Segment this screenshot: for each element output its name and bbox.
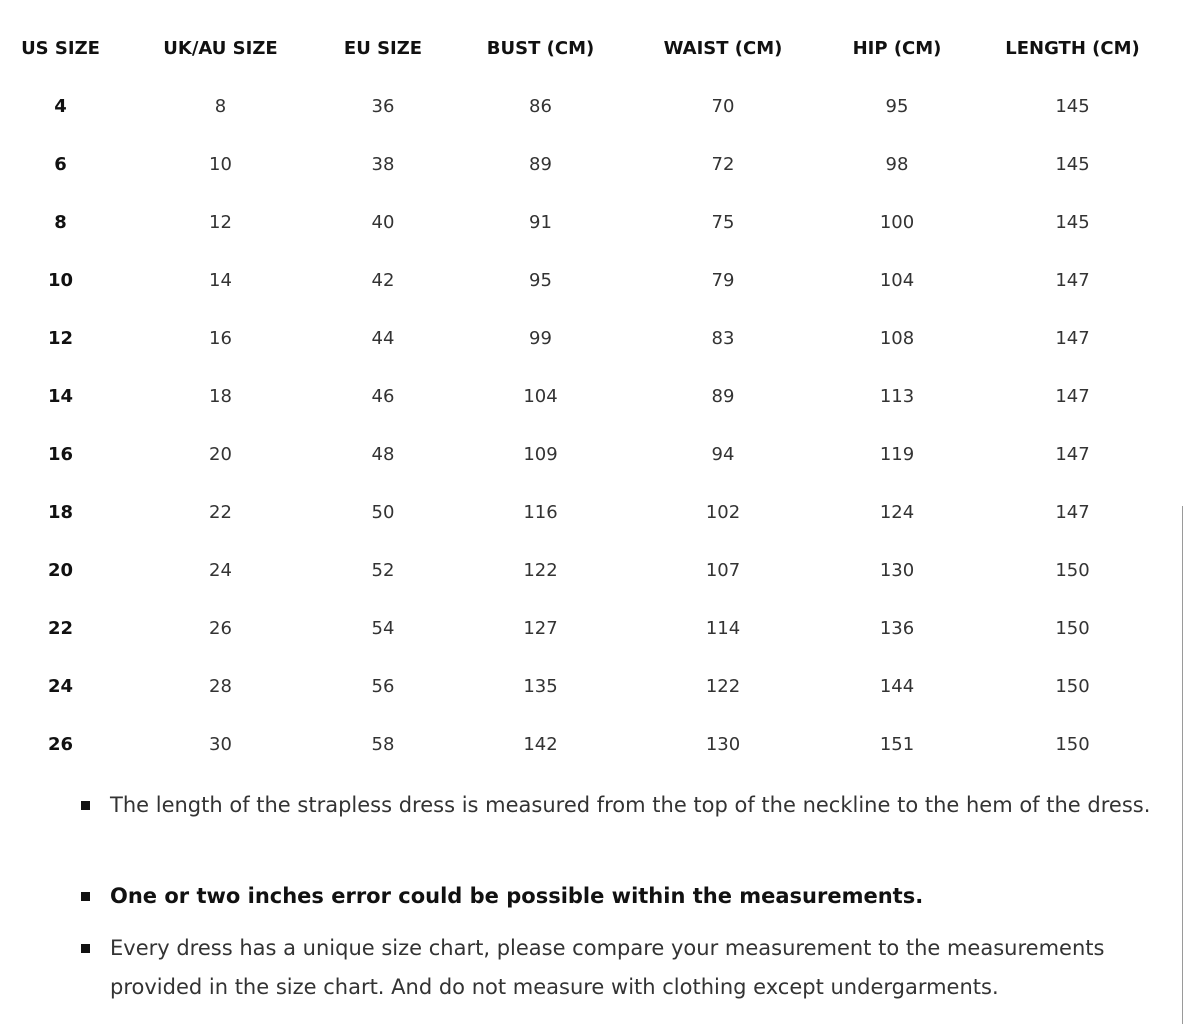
cell-bust: 86 — [529, 95, 552, 117]
header-hip: HIP (CM) — [852, 37, 942, 59]
cell-uk-au-size: 20 — [209, 443, 232, 465]
cell-us-size: 20 — [47, 559, 74, 581]
cell-length: 147 — [1055, 327, 1090, 349]
table-row — [0, 425, 1162, 483]
header-us-size: US SIZE — [21, 37, 100, 59]
cell-hip: 100 — [879, 211, 915, 233]
cell-hip: 104 — [879, 269, 915, 291]
size-notes-list — [78, 786, 1168, 1007]
table-row — [0, 193, 1162, 251]
cell-waist: 79 — [711, 269, 735, 291]
note-text: The length of the strapless dress is measured from the top of the neckline to the hem of the dress. — [110, 793, 1151, 817]
cell-bust: 135 — [523, 675, 558, 697]
cell-length: 147 — [1055, 269, 1090, 291]
cell-waist: 83 — [711, 327, 735, 349]
cell-bust: 91 — [529, 211, 552, 233]
bullet-square-icon — [81, 944, 90, 953]
cell-waist: 89 — [711, 385, 735, 407]
cell-hip: 95 — [885, 95, 909, 117]
cell-waist: 130 — [705, 733, 741, 755]
table-row — [0, 135, 1162, 193]
table-row — [0, 251, 1162, 309]
cell-waist: 107 — [705, 559, 741, 581]
cell-hip: 98 — [885, 153, 909, 175]
cell-eu-size: 36 — [371, 95, 395, 117]
note-length-measurement — [78, 786, 1168, 825]
cell-uk-au-size: 22 — [209, 501, 232, 523]
cell-uk-au-size: 18 — [209, 385, 232, 407]
table-row — [0, 599, 1162, 657]
cell-length: 145 — [1055, 95, 1090, 117]
cell-uk-au-size: 30 — [209, 733, 232, 755]
cell-length: 150 — [1055, 559, 1090, 581]
cell-bust: 127 — [523, 617, 558, 639]
cell-uk-au-size: 26 — [209, 617, 232, 639]
cell-uk-au-size: 14 — [209, 269, 232, 291]
cell-uk-au-size: 8 — [214, 95, 227, 117]
cell-uk-au-size: 28 — [209, 675, 232, 697]
size-chart-table — [0, 19, 1162, 773]
cell-eu-size: 50 — [371, 501, 395, 523]
header-uk-au-size: UK/AU SIZE — [163, 37, 278, 59]
note-unique-size-chart — [78, 929, 1168, 1007]
cell-hip: 108 — [879, 327, 915, 349]
cell-eu-size: 48 — [371, 443, 395, 465]
cell-eu-size: 54 — [371, 617, 395, 639]
cell-us-size: 12 — [47, 327, 74, 349]
cell-us-size: 8 — [54, 211, 67, 233]
cell-length: 145 — [1055, 211, 1090, 233]
cell-length: 150 — [1055, 675, 1090, 697]
cell-length: 145 — [1055, 153, 1090, 175]
cell-hip: 136 — [879, 617, 915, 639]
cell-waist: 122 — [705, 675, 741, 697]
header-waist: WAIST (CM) — [663, 37, 783, 59]
cell-bust: 142 — [523, 733, 558, 755]
cell-waist: 94 — [711, 443, 735, 465]
cell-us-size: 22 — [47, 617, 74, 639]
table-header-row — [0, 19, 1162, 77]
cell-hip: 119 — [879, 443, 915, 465]
table-row — [0, 77, 1162, 135]
cell-length: 147 — [1055, 443, 1090, 465]
cell-waist: 75 — [711, 211, 735, 233]
cell-bust: 99 — [529, 327, 552, 349]
cell-waist: 114 — [705, 617, 741, 639]
cell-bust: 89 — [529, 153, 552, 175]
header-bust: BUST (CM) — [486, 37, 595, 59]
cell-us-size: 10 — [47, 269, 74, 291]
table-row — [0, 367, 1162, 425]
cell-waist: 72 — [711, 153, 735, 175]
cell-us-size: 4 — [54, 95, 67, 117]
table-body — [0, 77, 1162, 773]
cell-hip: 151 — [879, 733, 915, 755]
header-eu-size: EU SIZE — [343, 37, 423, 59]
cell-eu-size: 40 — [371, 211, 395, 233]
cell-eu-size: 58 — [371, 733, 395, 755]
cell-bust: 122 — [523, 559, 558, 581]
cell-length: 150 — [1055, 617, 1090, 639]
bullet-square-icon — [81, 801, 90, 810]
table-row — [0, 541, 1162, 599]
cell-eu-size: 56 — [371, 675, 395, 697]
cell-hip: 124 — [879, 501, 915, 523]
cell-bust: 95 — [529, 269, 552, 291]
cell-us-size: 26 — [47, 733, 74, 755]
cell-waist: 70 — [711, 95, 735, 117]
cell-us-size: 24 — [47, 675, 74, 697]
header-length: LENGTH (CM) — [1005, 37, 1140, 59]
cell-length: 147 — [1055, 501, 1090, 523]
cell-us-size: 16 — [47, 443, 74, 465]
table-row — [0, 483, 1162, 541]
cell-us-size: 18 — [47, 501, 74, 523]
cell-hip: 113 — [879, 385, 915, 407]
cell-eu-size: 42 — [371, 269, 395, 291]
cell-eu-size: 38 — [371, 153, 395, 175]
cell-bust: 104 — [523, 385, 558, 407]
note-text: One or two inches error could be possible within the measurements. — [110, 884, 924, 908]
table-row — [0, 309, 1162, 367]
note-text: Every dress has a unique size chart, please compare your measurement to the measurements provided in the size chart. And do not measure with clothing except undergarments. — [110, 936, 1105, 999]
cell-hip: 130 — [879, 559, 915, 581]
note-error-margin — [78, 877, 1168, 916]
bullet-square-icon — [81, 892, 90, 901]
cell-us-size: 6 — [54, 153, 67, 175]
cell-uk-au-size: 10 — [209, 153, 232, 175]
cell-uk-au-size: 12 — [209, 211, 232, 233]
cell-uk-au-size: 16 — [209, 327, 232, 349]
cell-waist: 102 — [705, 501, 741, 523]
cell-eu-size: 46 — [371, 385, 395, 407]
cell-bust: 116 — [523, 501, 558, 523]
table-row — [0, 657, 1162, 715]
cell-eu-size: 52 — [371, 559, 395, 581]
cell-hip: 144 — [879, 675, 915, 697]
cell-uk-au-size: 24 — [209, 559, 232, 581]
cell-us-size: 14 — [47, 385, 74, 407]
cell-eu-size: 44 — [371, 327, 395, 349]
cell-length: 150 — [1055, 733, 1090, 755]
table-row — [0, 715, 1162, 773]
cell-length: 147 — [1055, 385, 1090, 407]
cell-bust: 109 — [523, 443, 558, 465]
